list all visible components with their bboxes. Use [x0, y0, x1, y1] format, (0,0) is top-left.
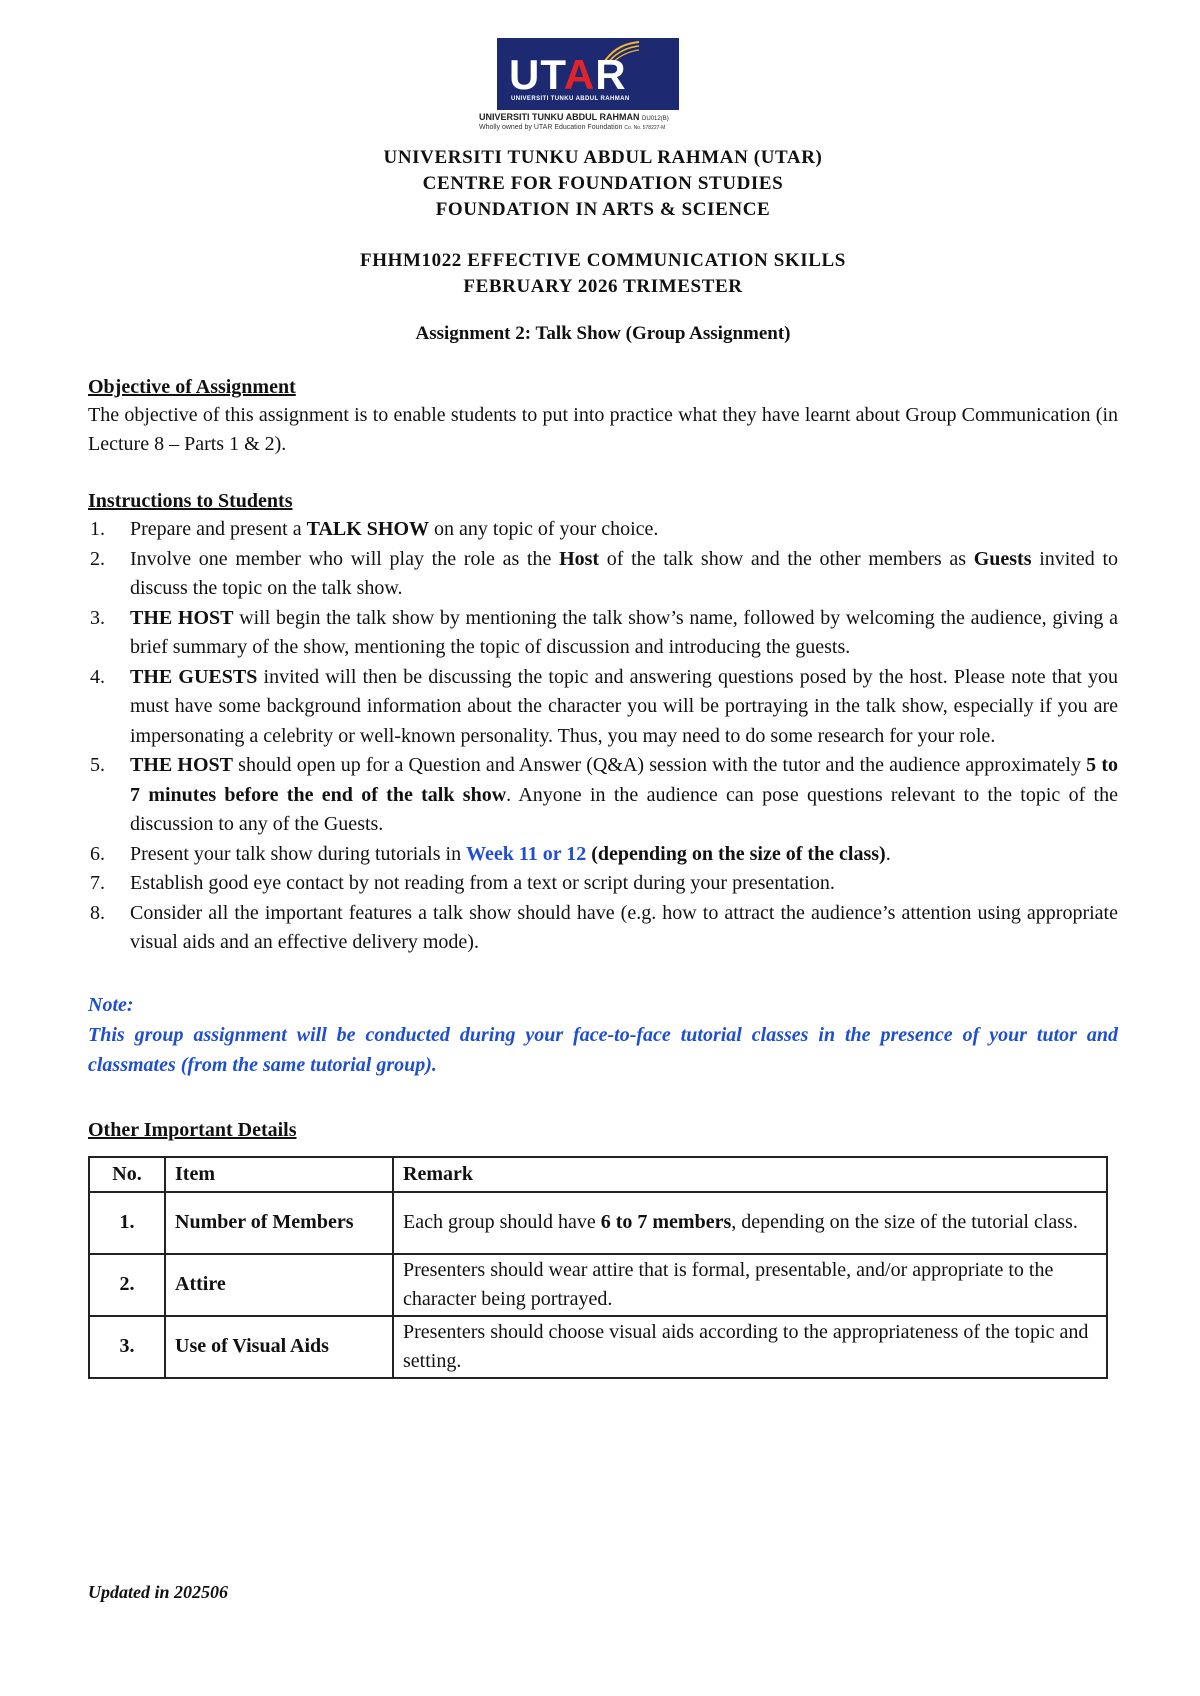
- row-remark: Presenters should wear attire that is formal, presentable, and/or appropriate to the character being portrayed.: [393, 1254, 1107, 1316]
- header-remark: Remark: [393, 1157, 1107, 1192]
- details-table: [88, 1156, 1108, 1379]
- objective-title: Objective of Assignment: [88, 376, 296, 398]
- instructions-list: [88, 515, 1118, 958]
- row-no: 3.: [89, 1316, 165, 1378]
- row-remark: Presenters should choose visual aids according to the appropriateness of the topic and setting.: [393, 1316, 1107, 1378]
- instruction-item: 4. THE GUESTS invited will then be discussing the topic and answering questions posed by the host. Please note that you must have some background information about the character you will be portraying in the talk show, especially if you are impersonating a celebrity or well-known personality. Thus, you may need to do some research for your role.: [90, 665, 1118, 747]
- note-label: Note:: [88, 993, 134, 1016]
- table-row: [89, 1254, 1107, 1316]
- instruction-item: 7. Establish good eye contact by not reading from a text or script during your presentation.: [90, 872, 835, 894]
- header-no: No.: [89, 1157, 165, 1192]
- document-page: [88, 38, 1118, 1379]
- instruction-item: 8. Consider all the important features a talk show should have (e.g. how to attract the audience’s attention using appropriate visual aids and an effective delivery mode).: [90, 901, 1118, 953]
- heading-line-university: UNIVERSITI TUNKU ABDUL RAHMAN (UTAR): [383, 147, 823, 168]
- heading-line-centre: CENTRE FOR FOUNDATION STUDIES: [422, 173, 784, 194]
- row-no: 2.: [89, 1254, 165, 1316]
- logo-area: [88, 38, 1118, 133]
- row-item: Number of Members: [165, 1192, 393, 1254]
- assignment-title: Assignment 2: Talk Show (Group Assignment): [415, 323, 791, 344]
- logo-university-name: UNIVERSITI TUNKU ABDUL RAHMAN DU012(B): [479, 112, 669, 122]
- table-row: [89, 1192, 1107, 1254]
- row-item: Attire: [165, 1254, 393, 1316]
- table-row: [89, 1316, 1107, 1378]
- instructions-title: Instructions to Students: [88, 490, 293, 512]
- course-heading: [88, 248, 1118, 300]
- instruction-item: 1. Prepare and present a TALK SHOW on any topic of your choice.: [90, 518, 659, 540]
- footer-updated: Updated in 202506: [88, 1582, 229, 1602]
- logo-box: [497, 38, 679, 110]
- objective-text: The objective of this assignment is to enable students to put into practice what they have learnt about Group Communication (in Lecture 8 – Parts 1 & 2).: [88, 404, 1118, 455]
- instruction-item: 2. Involve one member who will play the role as the Host of the talk show and the other members as Guests invited to discuss the topic on the talk show.: [90, 547, 1118, 599]
- header-item: Item: [165, 1157, 393, 1192]
- instruction-item: 6. Present your talk show during tutorials in Week 11 or 12 (depending on the size of the class).: [90, 842, 891, 865]
- row-remark: Each group should have 6 to 7 members, depending on the size of the tutorial class.: [393, 1192, 1107, 1254]
- logo-inbox-text: UNIVERSITI TUNKU ABDUL RAHMAN: [511, 96, 630, 102]
- row-item: Use of Visual Aids: [165, 1316, 393, 1378]
- instruction-item: 5. THE HOST should open up for a Question and Answer (Q&A) session with the tutor and the audience approximately 5 to 7 minutes before the end of the talk show. Anyone in the audience can pose questions relevant to the topic of the discussion to any of the Guests.: [90, 754, 1118, 835]
- note-block: [88, 990, 1118, 1080]
- note-text: This group assignment will be conducted during your face-to-face tutorial classes in the presence of your tutor and classmates (from the same tutorial group).: [88, 1023, 1118, 1076]
- instruction-item: 3. THE HOST will begin the talk show by mentioning the talk show’s name, followed by welcoming the audience, giving a brief summary of the show, mentioning the topic of discussion and introducing the guests.: [90, 606, 1119, 658]
- institution-heading: [88, 145, 1118, 223]
- logo-ownership-line: Wholly owned by UTAR Education Foundation Co. No. 578227-M: [479, 124, 666, 131]
- utar-logo: [479, 38, 709, 133]
- logo-wordmark: UTAR: [509, 51, 627, 98]
- course-title: FHHM1022 EFFECTIVE COMMUNICATION SKILLS: [360, 250, 846, 271]
- table-header-row: [89, 1157, 1107, 1192]
- trimester-title: FEBRUARY 2026 TRIMESTER: [463, 276, 743, 297]
- details-title: Other Important Details: [88, 1118, 297, 1141]
- heading-line-programme: FOUNDATION IN ARTS & SCIENCE: [435, 199, 771, 220]
- row-no: 1.: [89, 1192, 165, 1254]
